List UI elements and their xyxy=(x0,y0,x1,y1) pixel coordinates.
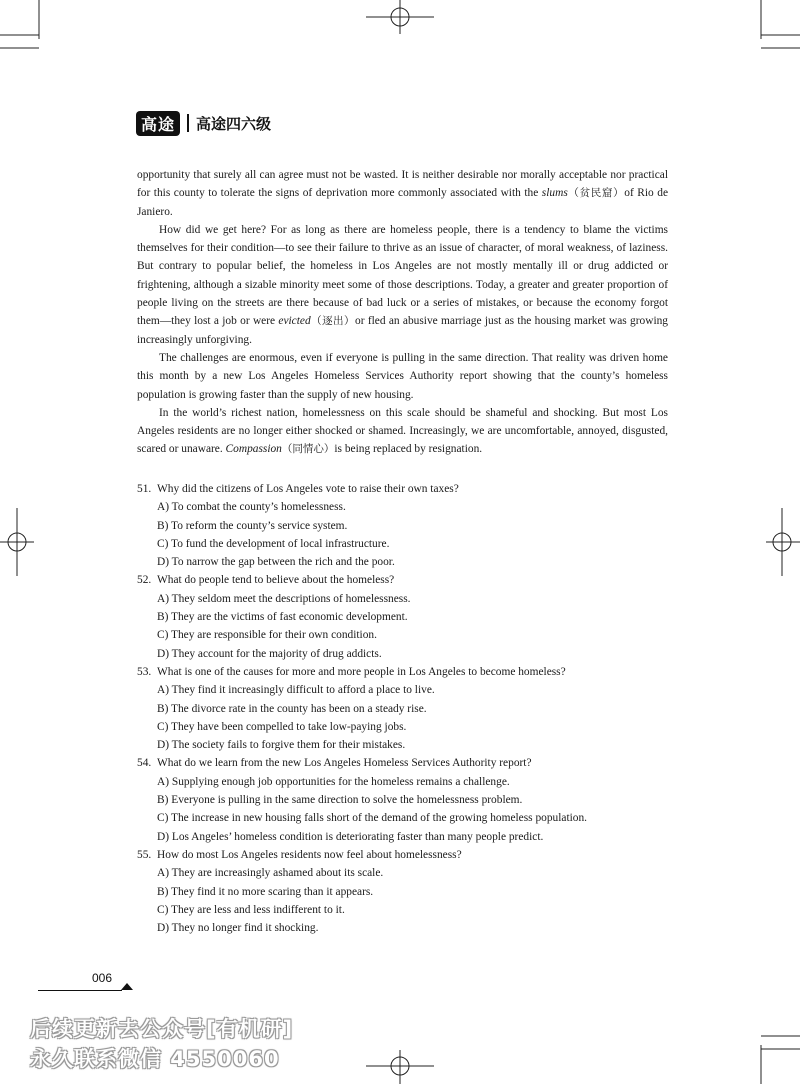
question-stem: Why did the citizens of Los Angeles vote to raise their own taxes? xyxy=(157,483,459,495)
paragraph-2-text: How did we get here? For as long as there are homeless people, there is a tendency to blame the victims themselves for their condition—to see their failure to thrive as an issue of character, of moral weakness, of laziness. But contrary to popular belief, the homeless in Los Angeles are not mostly mentally ill or drug addicted or frightening, although a sizable minority meet some of those descriptions. Today, a greater and greater proportion of people living on the streets are there because of bad luck or a series of mistakes, or because the economy forgot them—they lost a job or were xyxy=(137,223,668,328)
paragraph-2-end: or fled an abusive marriage just as the housing market was growing increasingly unforgiving. xyxy=(137,315,668,346)
question-stem: How do most Los Angeles residents now feel about homelessness? xyxy=(157,848,462,861)
paragraph-1-text: opportunity that surely all can agree must not be wasted. It is neither desirable nor morally acceptable nor practical for this county to tolerate the signs of deprivation more commonly associated with the xyxy=(137,169,668,200)
question-stem: What do people tend to believe about the homeless? xyxy=(157,574,395,587)
vocab-gloss-compassion: （同情心） xyxy=(281,443,335,456)
option-c[interactable]: C) They are responsible for their own condition. xyxy=(157,629,377,642)
watermark-line-2: 永久联系微信 4550060 xyxy=(30,1047,280,1071)
paragraph-1-end: of Rio de Janiero. xyxy=(137,187,668,218)
option-d[interactable]: D) They no longer find it shocking. xyxy=(157,922,319,935)
option-c[interactable]: C) They are less and less indifferent to it. xyxy=(157,903,345,916)
paragraph-1 xyxy=(137,166,668,221)
option-c[interactable]: C) The increase in new housing falls short of the demand of the growing homeless population. xyxy=(157,812,588,825)
option-c[interactable]: C) They have been compelled to take low-paying jobs. xyxy=(157,720,407,733)
paragraph-4-end: is being replaced by resignation. xyxy=(334,443,483,456)
question-55 xyxy=(137,846,668,937)
option-a[interactable]: A) They find it increasingly difficult to afford a place to live. xyxy=(157,684,435,697)
question-54 xyxy=(137,754,668,845)
question-list xyxy=(137,480,668,937)
question-number: 53. xyxy=(137,665,152,678)
question-stem: What is one of the causes for more and more people in Los Angeles to become homeless? xyxy=(157,665,566,678)
paragraph-4 xyxy=(137,404,668,459)
question-number: 55. xyxy=(137,848,152,861)
page-number-rule xyxy=(38,990,122,991)
page-marker-triangle-icon xyxy=(121,983,133,990)
page-number: 006 xyxy=(92,971,113,985)
option-a[interactable]: A) To combat the county’s homelessness. xyxy=(157,501,346,514)
question-51 xyxy=(137,480,668,571)
question-number: 54. xyxy=(137,757,152,770)
option-c[interactable]: C) To fund the development of local infrastructure. xyxy=(157,537,390,550)
option-a[interactable]: A) They are increasingly ashamed about its scale. xyxy=(157,867,384,880)
question-stem: What do we learn from the new Los Angeles Homeless Services Authority report? xyxy=(157,757,532,770)
paragraph-2 xyxy=(137,221,668,349)
brand-logo: 高途 xyxy=(136,111,180,136)
question-53 xyxy=(137,663,668,754)
brand-divider xyxy=(187,114,189,132)
vocab-gloss-evicted: （逐出） xyxy=(310,315,356,328)
vocab-term-compassion: Compassion xyxy=(225,443,282,456)
option-d[interactable]: D) To narrow the gap between the rich and the poor. xyxy=(157,556,395,569)
vocab-term-evicted: evicted xyxy=(278,315,311,328)
brand-title: 高途四六级 xyxy=(196,114,272,133)
option-b[interactable]: B) They find it no more scaring than it appears. xyxy=(157,885,374,898)
vocab-term-slums: slums xyxy=(541,187,568,200)
question-number: 52. xyxy=(137,574,152,587)
option-d[interactable]: D) The society fails to forgive them for their mistakes. xyxy=(157,739,406,752)
option-b[interactable]: B) Everyone is pulling in the same direction to solve the homelessness problem. xyxy=(157,794,523,807)
paragraph-3: The challenges are enormous, even if everyone is pulling in the same direction. That reality was driven home this month by a new Los Angeles Homeless Services Authority report showing that the county’s homeless population is growing faster than the supply of new housing. xyxy=(137,351,668,401)
option-b[interactable]: B) To reform the county’s service system. xyxy=(157,519,348,532)
question-52 xyxy=(137,571,668,662)
vocab-gloss-slums: （贫民窟） xyxy=(567,187,625,200)
option-a[interactable]: A) They seldom meet the descriptions of homelessness. xyxy=(157,592,411,605)
option-b[interactable]: B) They are the victims of fast economic development. xyxy=(157,611,408,624)
paragraph-4-text: In the world’s richest nation, homelessness on this scale should be shameful and shocking. But most Los Angeles residents are no longer either shocked or shamed. Increasingly, we are uncomfortable, annoyed, disgusted, scared or unaware. xyxy=(137,406,668,456)
option-d[interactable]: D) They account for the majority of drug addicts. xyxy=(157,647,382,660)
question-number: 51. xyxy=(137,483,152,495)
option-a[interactable]: A) Supplying enough job opportunities for the homeless remains a challenge. xyxy=(157,775,510,788)
option-d[interactable]: D) Los Angeles’ homeless condition is deteriorating faster than many people predict. xyxy=(157,830,544,843)
reading-passage xyxy=(137,166,668,459)
option-b[interactable]: B) The divorce rate in the county has been on a steady rise. xyxy=(157,702,427,715)
watermark-line-1: 后续更新去公众号[有机研] xyxy=(30,1017,294,1041)
header-brand xyxy=(136,111,271,135)
